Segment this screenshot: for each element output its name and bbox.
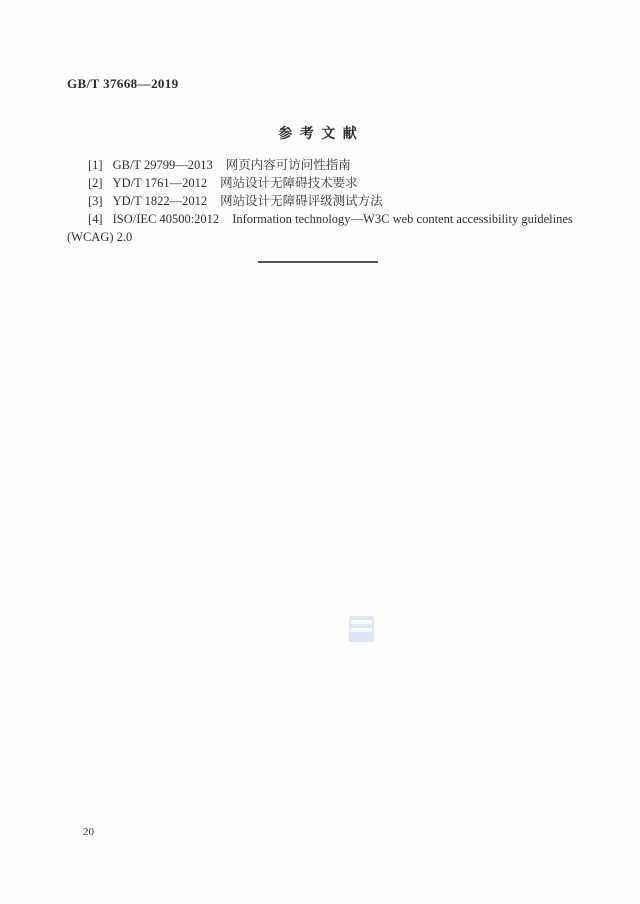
reference-title: 网站设计无障碍技术要求 <box>220 176 358 190</box>
reference-index: [1] <box>88 158 103 172</box>
watermark-stripe <box>351 620 372 624</box>
reference-item <box>67 210 573 228</box>
reference-index: [3] <box>88 194 103 208</box>
reference-standard-code: YD/T 1822—2012 <box>112 194 208 208</box>
reference-index: [4] <box>88 212 103 226</box>
document-code: GB/T 37668—2019 <box>67 76 179 91</box>
reference-index: [2] <box>88 176 103 190</box>
reference-title: 网站设计无障碍评级测试方法 <box>220 194 383 208</box>
references-section <box>67 126 573 263</box>
reference-list <box>67 156 573 246</box>
end-of-document-rule <box>258 261 378 263</box>
watermark-stamp <box>349 616 374 642</box>
reference-item <box>67 192 569 210</box>
reference-continuation: (WCAG) 2.0 <box>67 230 133 244</box>
page-number: 20 <box>83 826 94 838</box>
reference-title: Information technology—W3C web content accessibility guidelines <box>232 212 573 226</box>
reference-standard-code: ISO/IEC 40500:2012 <box>112 212 220 226</box>
watermark-stripe <box>351 628 372 632</box>
section-title: 参 考 文 献 <box>278 127 358 142</box>
reference-title: 网页内容可访问性指南 <box>225 158 351 172</box>
reference-standard-code: YD/T 1761—2012 <box>112 176 208 190</box>
reference-item <box>67 156 569 174</box>
reference-item <box>67 174 569 192</box>
reference-standard-code: GB/T 29799—2013 <box>112 158 213 172</box>
